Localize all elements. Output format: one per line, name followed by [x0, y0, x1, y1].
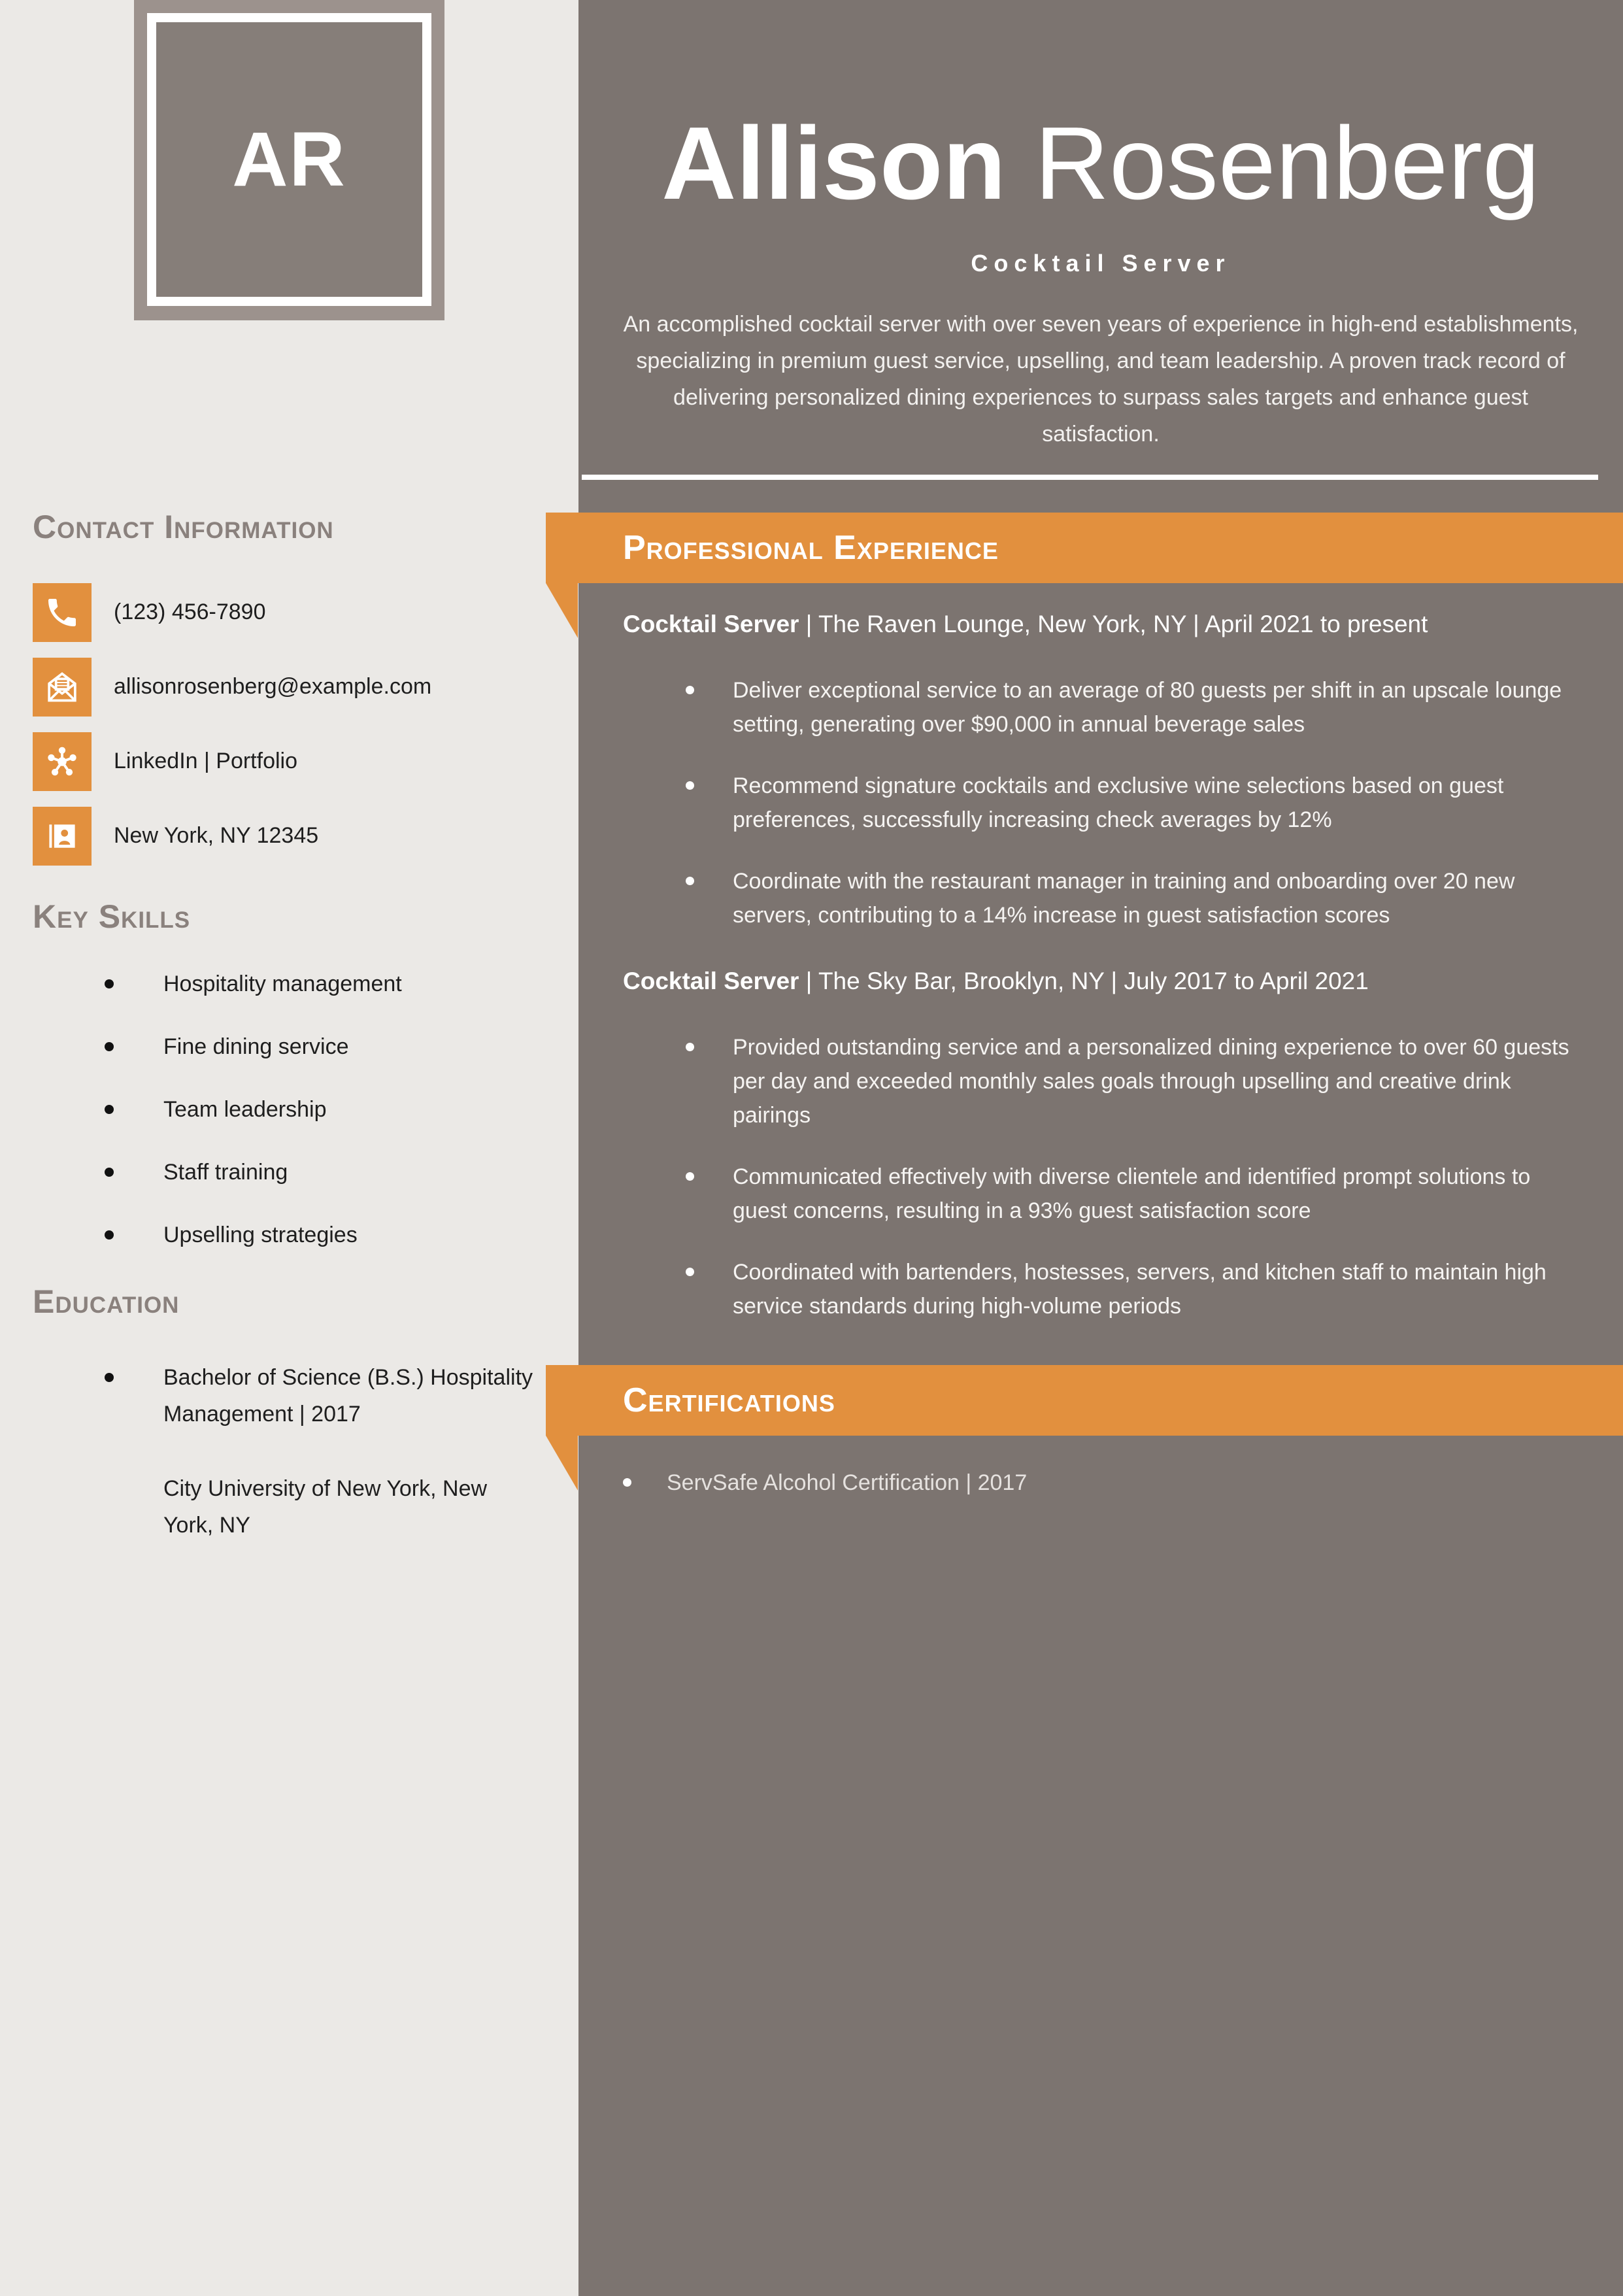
contact-list [33, 583, 541, 866]
email-value: allisonrosenberg@example.com [114, 674, 432, 699]
network-icon [33, 732, 92, 791]
skill-item: Upselling strategies [33, 1221, 541, 1249]
summary-paragraph: An accomplished cocktail server with over seven years of experience in high-end establishments, specializing in premium guest service, upselling, and team leadership. A proven track record of delivering personalized dining experiences to surpass sales targets and enhance guest satisfaction. [623, 311, 1579, 447]
monogram-text: AR [232, 116, 346, 203]
job-1-bullets [623, 673, 1582, 932]
job-bullet: Provided outstanding service and a personalized dining experience to over 60 guests per day and exceeded monthly sales goals through upselling and creative drink pairings [623, 1030, 1582, 1132]
address-card-icon [33, 807, 92, 866]
sidebar [0, 0, 578, 2296]
person-name [605, 106, 1597, 221]
phone-icon [33, 583, 92, 642]
certifications-banner [546, 1365, 1623, 1436]
certifications-list [623, 1466, 1582, 1500]
job-role: Cocktail Server [623, 967, 799, 994]
education-degree: Bachelor of Science (B.S.) Hospitality Management | 2017 [33, 1359, 541, 1432]
sidebar-content [0, 0, 578, 1544]
main-column [578, 0, 1623, 2296]
skill-item: Fine dining service [33, 1032, 541, 1061]
job-bullet: Deliver exceptional service to an average of 80 guests per shift in an upscale lounge setting, generating over $90,000 in annual beverage sales [623, 673, 1582, 741]
certifications-section [578, 1466, 1623, 1500]
contact-row-links [33, 732, 541, 791]
contact-row-phone [33, 583, 541, 642]
certification-item: ServSafe Alcohol Certification | 2017 [623, 1466, 1582, 1500]
education-school: City University of New York, New York, NY [163, 1476, 488, 1538]
certifications-banner-title: Certifications [623, 1381, 835, 1419]
contact-row-email [33, 658, 541, 717]
job-2-bullets [623, 1030, 1582, 1323]
email-icon [33, 658, 92, 717]
contact-heading: Contact Information [33, 509, 334, 545]
education-block [33, 1359, 541, 1544]
address-value: New York, NY 12345 [114, 823, 319, 848]
contact-row-address [33, 807, 541, 866]
person-job-title: Cocktail Server [971, 249, 1231, 277]
experience-section [578, 608, 1623, 1323]
first-name: Allison [661, 106, 1006, 221]
experience-banner [546, 513, 1623, 583]
job-bullet: Recommend signature cocktails and exclusive wine selections based on guest preferences, successfully increasing check averages by 12% [623, 769, 1582, 837]
job-bullet: Communicated effectively with diverse clientele and identified prompt solutions to guest concerns, resulting in a 93% guest satisfaction score [623, 1160, 1582, 1228]
skill-item: Team leadership [33, 1095, 541, 1124]
job-bullet: Coordinated with bartenders, hostesses, servers, and kitchen staff to maintain high service standards during high-volume periods [623, 1255, 1582, 1323]
job-title-2 [623, 965, 1582, 998]
skills-list [33, 970, 541, 1249]
divider-rule [582, 475, 1598, 480]
job-meta: | The Sky Bar, Brooklyn, NY | July 2017 to April 2021 [799, 967, 1369, 994]
job-title-1 [623, 608, 1582, 641]
skill-item: Staff training [33, 1158, 541, 1187]
header-block [578, 0, 1623, 452]
skills-heading: Key Skills [33, 898, 191, 935]
job-bullet: Coordinate with the restaurant manager in training and onboarding over 20 new servers, contributing to a 14% increase in guest satisfaction scores [623, 864, 1582, 932]
links-value[interactable]: LinkedIn | Portfolio [114, 749, 297, 773]
job-role: Cocktail Server [623, 610, 799, 637]
education-heading: Education [33, 1283, 180, 1320]
experience-banner-title: Professional Experience [623, 528, 999, 567]
job-meta: | The Raven Lounge, New York, NY | April 2021 to present [799, 610, 1428, 637]
last-name: Rosenberg [1034, 106, 1540, 221]
skill-item: Hospitality management [33, 970, 541, 998]
phone-value: (123) 456-7890 [114, 599, 266, 624]
